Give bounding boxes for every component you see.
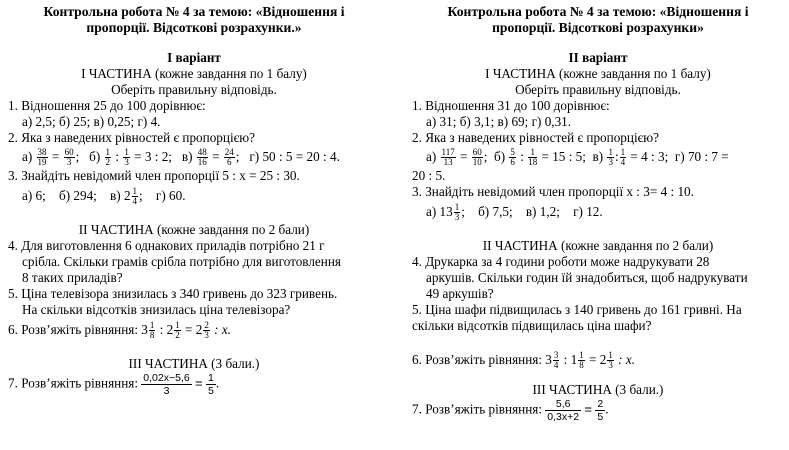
question-1: 1. Відношення 25 до 100 дорівнює: <box>8 98 206 113</box>
variant-2-column <box>412 4 784 423</box>
question-3: 3. Знайдіть невідомий член пропорції 5 : x = 25 : 30. <box>8 168 300 183</box>
question-2-answers: а) $\frac{117}{13}$ = $\frac{60}{10}$ ; б) $\frac{5}{6}$ : $\frac{1}{18}$ = 15 : 5; в) $\frac{1}{3}$ : $\frac{1}{4}$ = 4 : 3; г) 70 : 7 = <box>426 147 729 168</box>
part1-instruction: Оберіть правильну відповідь. <box>111 82 277 97</box>
part3-header: ІІІ ЧАСТИНА (3 бали.) <box>532 382 664 397</box>
question-4: 4. Для виготовлення 6 однакових приладів потрібно 21 г срібла. Скільки грамів срібла потрібно для виготовлення 8 таких приладів? <box>8 238 341 285</box>
variant-heading: ІІ варіант <box>568 50 628 65</box>
part1-header: І ЧАСТИНА (кожне завдання по 1 балу) <box>81 66 307 81</box>
part1-header: І ЧАСТИНА (кожне завдання по 1 балу) <box>485 66 711 81</box>
question-2-answers: а) $\frac{38}{19}$ = $\frac{60}{3}$ ; б) $\frac{1}{2}$ : $\frac{1}{3}$ = 3 : 2; в) $\frac{48}{16}$ = $\frac{24}{6}$ ; г) 50 : 5 = 20 : 4. <box>22 147 340 168</box>
part2-header: ІІ ЧАСТИНА (кожне завдання по 2 бали) <box>482 238 714 253</box>
question-2: 2. Яка з наведених рівностей є пропорцією? <box>8 130 255 145</box>
question-2-answer-d-continued: 20 : 5. <box>412 168 446 183</box>
part2-header: ІІ ЧАСТИНА (кожне завдання по 2 бали) <box>78 222 310 237</box>
question-1-answers: а) 2,5; б) 25; в) 0,25; г) 4. <box>22 114 161 129</box>
question-5: 5. Ціна шафи підвищилась з 140 гривень до 161 гривні. На скільки відсотків підвищилась ціна шафи? <box>412 302 742 333</box>
question-1-answers: а) 31; б) 3,1; в) 69; г) 0,31. <box>426 114 572 129</box>
part3-header: ІІІ ЧАСТИНА (3 бали.) <box>128 356 260 371</box>
question-4: 4. Друкарка за 4 години роботи може надрукувати 28 аркушів. Скільки годин їй знадобиться, щоб надрукувати 49 аркушів? <box>412 254 748 301</box>
question-3: 3. Знайдіть невідомий член пропорції x : 3= 4 : 10. <box>412 184 694 199</box>
question-3-answers: а) 13 $\frac{1}{3}$ ; б) 7,5; в) 1,2; г) 12. <box>426 202 603 223</box>
variant-1-column <box>8 4 380 397</box>
question-1: 1. Відношення 31 до 100 дорівнює: <box>412 98 610 113</box>
question-5: 5. Ціна телевізора знизилась з 340 гривень до 323 гривень. На скільки відсотків знизилась ціна телевізора? <box>8 286 338 317</box>
test-title: Контрольна робота № 4 за темою: «Відношення і пропорції. Відсоткові розрахунки» <box>447 4 749 35</box>
question-2: 2. Яка з наведених рівностей є пропорцією? <box>412 130 659 145</box>
question-3-answers: а) 6; б) 294; в) 2 $\frac{1}{4}$ ; г) 60. <box>22 186 186 207</box>
test-title: Контрольна робота № 4 за темою: «Відношення і пропорції. Відсоткові розрахунки.» <box>43 4 345 35</box>
variant-heading: І варіант <box>167 50 221 65</box>
question-6: 6. Розв’яжіть рівняння: 3 $\frac{1}{8}$ : 2 $\frac{1}{2}$ = 2 $\frac{2}{3}$ : x. <box>8 320 231 341</box>
question-7: 7. Розв’яжіть рівняння: $\frac{5,6}{0,3x+2}$ = $\frac{2}{5}$ . <box>412 398 609 423</box>
question-7: 7. Розв’яжіть рівняння: $\frac{0,02x-5,6}{3}$ = $\frac{1}{5}$ . <box>8 372 220 397</box>
question-6: 6. Розв’яжіть рівняння: 3 $\frac{3}{4}$ : 1 $\frac{1}{8}$ = 2 $\frac{1}{3}$ : x. <box>412 350 635 371</box>
part1-instruction: Оберіть правильну відповідь. <box>515 82 681 97</box>
